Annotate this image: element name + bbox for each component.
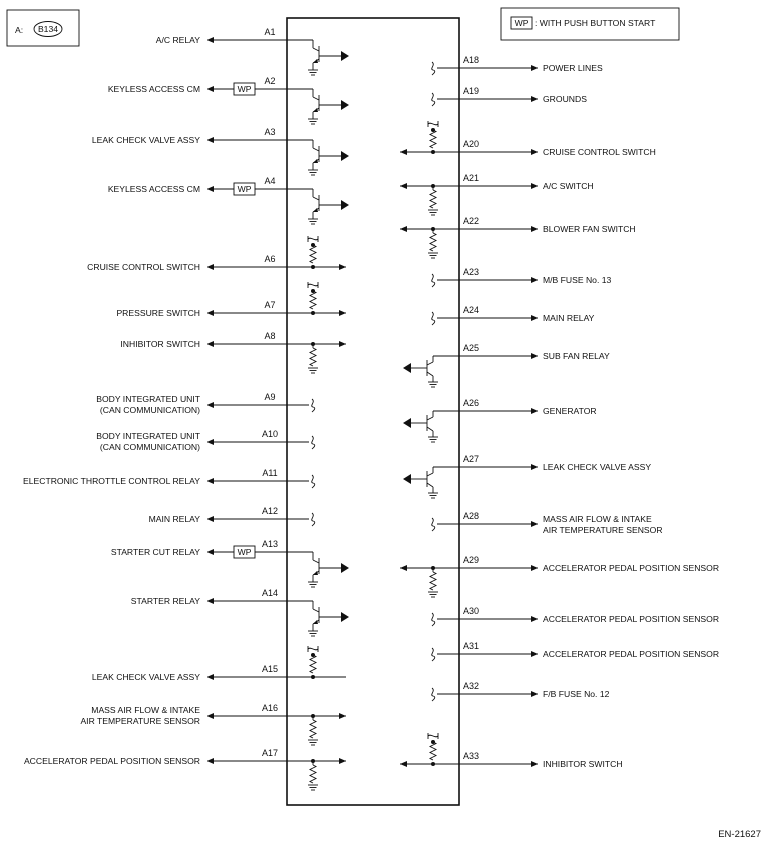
pin-label: MASS AIR FLOW & INTAKE: [91, 705, 200, 715]
pin-number: A12: [261, 506, 279, 516]
arrowhead: [207, 674, 214, 680]
arrowhead: [400, 226, 407, 232]
arrowhead: [531, 691, 538, 697]
wire-break-symbol: [312, 513, 315, 526]
pin-label: A/C RELAY: [155, 35, 200, 45]
left-pin-a11: [23, 468, 315, 488]
arrowhead: [531, 315, 538, 321]
right-pin-a29: [400, 555, 719, 597]
arrowhead: [400, 149, 407, 155]
wire-break-symbol: [432, 613, 435, 626]
left-pin-a17: [24, 748, 346, 790]
resistor-symbol: [430, 742, 436, 760]
right-pin-group: [400, 55, 719, 769]
arrowhead: [531, 226, 538, 232]
arrowhead: [531, 761, 538, 767]
arrowhead: [531, 651, 538, 657]
pin-number: A27: [462, 454, 480, 464]
transistor-collector: [427, 417, 433, 420]
pin-number: A20: [462, 139, 480, 149]
pin-number: A25: [462, 343, 480, 353]
pin-label: M/B FUSE No. 13: [543, 275, 612, 285]
pin-number: A14: [261, 588, 279, 598]
left-pin-a4: [108, 176, 349, 224]
pin-number: A9: [264, 392, 276, 402]
wire-break-symbol: [312, 436, 315, 449]
arrowhead: [207, 86, 214, 92]
driver-arrow: [341, 200, 349, 210]
pin-label: BLOWER FAN SWITCH: [543, 224, 636, 234]
junction-dot: [311, 265, 315, 269]
right-pin-a24: [432, 305, 595, 325]
pin-label: A/C SWITCH: [543, 181, 594, 191]
transistor-collector: [427, 362, 433, 365]
transistor-collector: [313, 148, 319, 151]
pin-number: A17: [261, 748, 279, 758]
pin-number: A30: [462, 606, 480, 616]
emitter-arrow: [313, 208, 318, 212]
transistor-emitter: [427, 483, 433, 487]
right-pin-a19: [432, 86, 587, 106]
connector-prefix: A:: [15, 25, 24, 35]
pin-label: KEYLESS ACCESS CM: [107, 84, 200, 94]
driver-arrow: [403, 474, 411, 484]
driver-arrow: [341, 51, 349, 61]
connector-tag: [7, 10, 79, 46]
left-pin-a16: [80, 703, 346, 745]
pin-label: GENERATOR: [543, 406, 597, 416]
right-pin-a27: [403, 454, 651, 498]
emitter-arrow: [313, 59, 318, 63]
pin-number: A28: [462, 511, 480, 521]
arrowhead: [531, 277, 538, 283]
arrowhead: [339, 713, 346, 719]
arrowhead: [339, 758, 346, 764]
junction-dot: [431, 740, 435, 744]
wire-break-symbol: [312, 475, 315, 488]
pin-number: A4: [264, 176, 276, 186]
pin-label: INHIBITOR SWITCH: [543, 759, 623, 769]
pin-number: A7: [264, 300, 276, 310]
arrowhead: [531, 616, 538, 622]
resistor-symbol: [310, 348, 316, 366]
junction-dot: [311, 675, 315, 679]
legend-text: : WITH PUSH BUTTON START: [535, 18, 656, 28]
transistor-emitter: [427, 427, 433, 431]
pin-number: A11: [262, 468, 278, 478]
arrowhead: [339, 310, 346, 316]
wp-badge-label: WP: [237, 84, 252, 94]
junction-dot: [431, 128, 435, 132]
arrowhead: [207, 402, 214, 408]
pin-label: SUB FAN RELAY: [543, 351, 610, 361]
transistor-collector: [313, 197, 319, 200]
arrowhead: [207, 186, 214, 192]
pin-number: A15: [261, 664, 279, 674]
arrowhead: [400, 761, 407, 767]
pin-number: A29: [462, 555, 480, 565]
left-pin-a13: [111, 539, 349, 587]
pin-label: ACCELERATOR PEDAL POSITION SENSOR: [543, 563, 720, 573]
resistor-symbol: [430, 190, 436, 208]
pin-label: AIR TEMPERATURE SENSOR: [80, 716, 200, 726]
wire-break-symbol: [432, 518, 435, 531]
pin-number: A1: [264, 27, 276, 37]
junction-dot: [311, 653, 315, 657]
pin-number: A23: [462, 267, 480, 277]
resistor-symbol: [310, 765, 316, 783]
pin-number: A24: [462, 305, 480, 315]
pin-number: A10: [261, 429, 279, 439]
supply-symbol: [428, 735, 438, 737]
left-pin-a6: [87, 236, 346, 272]
pin-label: ELECTRONIC THROTTLE CONTROL RELAY: [23, 476, 200, 486]
wire-break-symbol: [432, 62, 435, 75]
junction-dot: [431, 762, 435, 766]
wire-break-symbol: [432, 688, 435, 701]
arrowhead: [400, 565, 407, 571]
transistor-emitter: [427, 372, 433, 376]
pin-label: STARTER CUT RELAY: [110, 547, 200, 557]
arrowhead: [207, 758, 214, 764]
pin-number: A26: [462, 398, 480, 408]
legend-badge: WP: [514, 18, 529, 28]
arrowhead: [531, 353, 538, 359]
pin-number: A13: [261, 539, 279, 549]
left-pin-a10: [96, 429, 315, 452]
left-pin-a15: [92, 646, 346, 682]
junction-dot: [431, 150, 435, 154]
left-pin-a7: [116, 282, 346, 318]
pin-number: A2: [264, 76, 276, 86]
right-pin-a28: [432, 511, 663, 535]
arrowhead: [207, 310, 214, 316]
pin-label: (CAN COMMUNICATION): [99, 442, 200, 452]
transistor-collector: [313, 97, 319, 100]
right-pin-a18: [432, 55, 603, 75]
right-pin-a20: [400, 121, 656, 157]
left-pin-a3: [92, 127, 349, 175]
left-pin-a1: [156, 27, 349, 75]
arrowhead: [531, 96, 538, 102]
arrowhead: [531, 565, 538, 571]
driver-arrow: [403, 363, 411, 373]
resistor-symbol: [310, 655, 316, 673]
junction-dot: [311, 243, 315, 247]
left-pin-a8: [120, 331, 346, 373]
resistor-symbol: [430, 572, 436, 590]
resistor-symbol: [430, 233, 436, 251]
emitter-arrow: [313, 620, 318, 624]
connector-id: B134: [37, 24, 59, 34]
pin-number: A6: [264, 254, 276, 264]
right-pin-a31: [432, 641, 719, 661]
wire-break-symbol: [312, 399, 315, 412]
driver-arrow: [403, 418, 411, 428]
pin-label: MASS AIR FLOW & INTAKE: [543, 514, 652, 524]
pin-label: STARTER RELAY: [130, 596, 200, 606]
left-pin-a12: [149, 506, 315, 526]
arrowhead: [207, 598, 214, 604]
arrowhead: [207, 37, 214, 43]
arrowhead: [531, 464, 538, 470]
left-pin-group: [23, 27, 349, 790]
pin-label: LEAK CHECK VALVE ASSY: [91, 672, 200, 682]
arrowhead: [339, 341, 346, 347]
driver-arrow: [341, 100, 349, 110]
transistor-collector: [313, 609, 319, 612]
pin-number: A21: [462, 173, 480, 183]
pin-label: MAIN RELAY: [148, 514, 200, 524]
emitter-arrow: [313, 571, 318, 575]
arrowhead: [531, 183, 538, 189]
left-pin-a14: [131, 588, 349, 636]
pin-number: A8: [264, 331, 276, 341]
pin-label: GROUNDS: [543, 94, 587, 104]
pin-label: KEYLESS ACCESS CM: [107, 184, 200, 194]
pin-number: A3: [264, 127, 276, 137]
transistor-collector: [427, 473, 433, 476]
pin-label: CRUISE CONTROL SWITCH: [87, 262, 200, 272]
transistor-collector: [313, 48, 319, 51]
arrowhead: [531, 65, 538, 71]
transistor-collector: [313, 560, 319, 563]
wp-badge-label: WP: [237, 184, 252, 194]
arrowhead: [339, 264, 346, 270]
right-pin-a25: [403, 343, 610, 387]
supply-symbol: [308, 284, 318, 286]
right-pin-a26: [403, 398, 597, 442]
driver-arrow: [341, 612, 349, 622]
pin-label: BODY INTEGRATED UNIT: [96, 431, 200, 441]
pin-number: A19: [462, 86, 480, 96]
junction-dot: [311, 311, 315, 315]
driver-arrow: [341, 151, 349, 161]
resistor-symbol: [430, 130, 436, 148]
document-code: EN-21627: [718, 829, 761, 840]
pin-label: PRESSURE SWITCH: [116, 308, 200, 318]
pin-number: A31: [462, 641, 480, 651]
pin-number: A32: [462, 681, 480, 691]
junction-dot: [311, 289, 315, 293]
pin-label: POWER LINES: [543, 63, 603, 73]
resistor-symbol: [310, 291, 316, 309]
pin-label: ACCELERATOR PEDAL POSITION SENSOR: [543, 614, 720, 624]
right-pin-a22: [400, 216, 636, 258]
wire-break-symbol: [432, 648, 435, 661]
arrowhead: [207, 478, 214, 484]
pin-label: LEAK CHECK VALVE ASSY: [91, 135, 200, 145]
resistor-symbol: [310, 720, 316, 738]
arrowhead: [207, 713, 214, 719]
supply-symbol: [428, 123, 438, 125]
arrowhead: [207, 549, 214, 555]
pin-number: A16: [261, 703, 279, 713]
pin-label: ACCELERATOR PEDAL POSITION SENSOR: [23, 756, 200, 766]
pin-label: (CAN COMMUNICATION): [99, 405, 200, 415]
pin-label: MAIN RELAY: [543, 313, 595, 323]
supply-symbol: [308, 648, 318, 650]
arrowhead: [400, 183, 407, 189]
pin-number: A18: [462, 55, 480, 65]
arrowhead: [207, 264, 214, 270]
left-pin-a2: [108, 76, 349, 124]
emitter-arrow: [313, 159, 318, 163]
arrowhead: [531, 408, 538, 414]
emitter-arrow: [313, 108, 318, 112]
pin-number: A33: [462, 751, 480, 761]
supply-symbol: [308, 238, 318, 240]
arrowhead: [207, 516, 214, 522]
pin-label: AIR TEMPERATURE SENSOR: [543, 525, 663, 535]
arrowhead: [207, 439, 214, 445]
right-pin-a30: [432, 606, 719, 626]
wire-break-symbol: [432, 93, 435, 106]
pin-label: LEAK CHECK VALVE ASSY: [543, 462, 652, 472]
pin-label: ACCELERATOR PEDAL POSITION SENSOR: [543, 649, 720, 659]
pin-number: A22: [462, 216, 480, 226]
driver-arrow: [341, 563, 349, 573]
arrowhead: [531, 149, 538, 155]
pin-label: F/B FUSE No. 12: [543, 689, 610, 699]
pin-label: CRUISE CONTROL SWITCH: [543, 147, 656, 157]
legend: [501, 8, 679, 40]
wire-break-symbol: [432, 274, 435, 287]
pin-label: INHIBITOR SWITCH: [120, 339, 200, 349]
wire-break-symbol: [432, 312, 435, 325]
right-pin-a21: [400, 173, 594, 215]
wp-badge-label: WP: [237, 547, 252, 557]
pin-label: BODY INTEGRATED UNIT: [96, 394, 200, 404]
left-pin-a9: [96, 392, 315, 415]
right-pin-a33: [400, 733, 623, 769]
arrowhead: [207, 137, 214, 143]
resistor-symbol: [310, 245, 316, 263]
arrowhead: [207, 341, 214, 347]
arrowhead: [531, 521, 538, 527]
